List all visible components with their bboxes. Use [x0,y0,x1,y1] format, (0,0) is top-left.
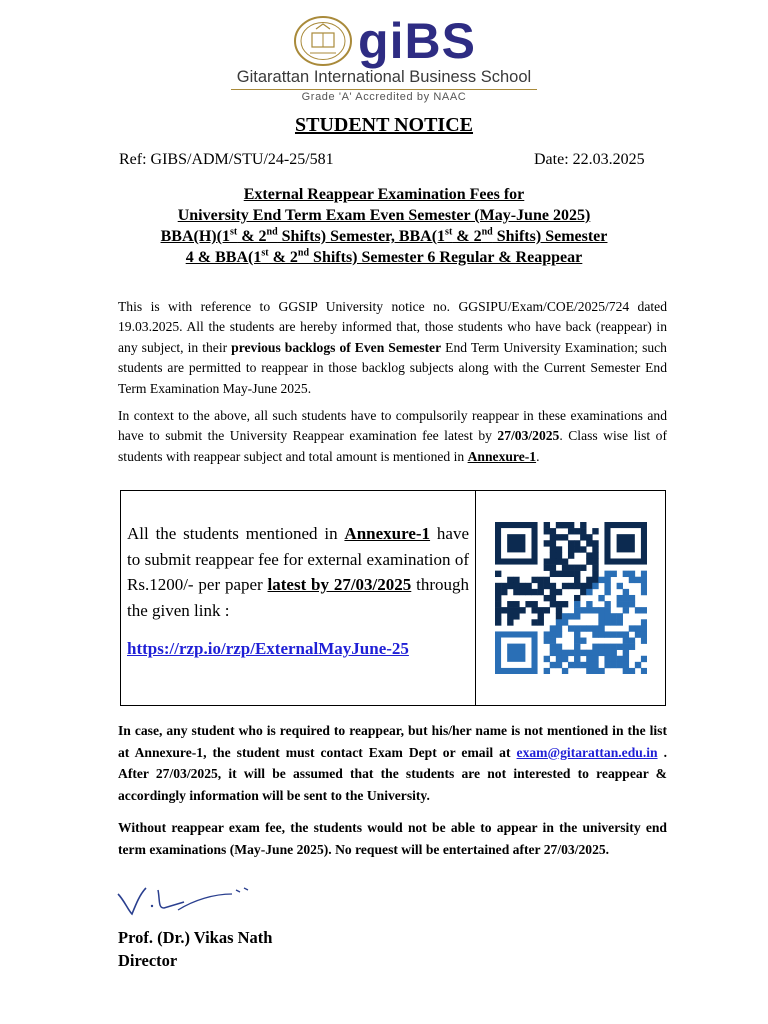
text: Shifts) Semester 6 Regular & Reappear [309,249,583,266]
text: BBA(H)(1 [160,228,230,245]
annexure-reference: Annexure-1 [344,524,431,543]
signatory-title: Director [118,951,178,970]
signatory [118,926,272,972]
annexure-reference: Annexure-1 [467,448,537,464]
text: End Term University Examination; such students are permitted to reappear in those backlog subjects along with the Current Semester End Term Examination May-June 2025. [118,339,667,396]
reference-number: Ref: GIBS/ADM/STU/24-25/581 [119,151,334,168]
paragraph-warning: Without reappear exam fee, the students would not be able to appear in the university end term examinations (May-June 2025). No request will be entertained after 27/03/2025. [118,820,667,857]
notice-date: Date: 22.03.2025 [534,151,645,168]
text: Shifts) Semester [492,228,608,245]
school-name: Gitarattan International Business School [231,68,537,90]
subject-line-4 [186,249,582,266]
text: & 2 [268,249,298,266]
text: & 2 [452,228,482,245]
signatory-name: Prof. (Dr.) Vikas Nath [118,928,273,947]
signature-icon [114,880,254,922]
superscript: nd [266,226,278,238]
text: . Class wise list of students with reappear subject and total amount is mentioned in [118,428,667,464]
bold-text: previous backlogs of Even Semester [231,339,442,355]
subject-line-1: External Reappear Examination Fees for [243,186,525,203]
subject-line-2: University End Term Exam Even Semester (May-June 2025) [177,207,591,224]
email-link[interactable]: exam@gitarattan.edu.in [516,744,658,760]
payment-link[interactable]: https://rzp.io/rzp/ExternalMayJune-25 [127,639,409,658]
payment-box [120,490,666,706]
text: In case, any student who is required to reappear, but his/her name is not mentioned in the list at Annexure-1, the student must contact Exam Dept or email at [118,723,667,760]
text: have to submit reappear fee for external examination of Rs.1200/- per paper [127,524,469,594]
paragraph-context [118,406,667,467]
text: Shifts) Semester, BBA(1 [277,228,446,245]
text: through the given link : [127,575,470,620]
notice-title: STUDENT NOTICE [294,114,474,136]
text: In context to the above, all such students have to compulsorily reappear in these examinations and have to submit the University Reappear examination fee latest by [118,408,667,444]
institute-seal-icon [292,15,354,67]
paragraph-reference [118,297,667,399]
text: This is with reference to GGSIP University notice no. GGSIPU/Exam/COE/2025/724 dated 19.03.2025. All the students are hereby informed that, those students who have back (reappear) in any subject, in their [118,299,667,355]
brand-wordmark: giBS [358,13,476,69]
text: & 2 [237,228,267,245]
superscript: nd [481,226,493,238]
superscript: st [261,247,269,259]
text: 4 & BBA(1 [185,249,262,266]
deadline-text: latest by 27/03/2025 [267,575,412,594]
superscript: st [229,226,238,238]
deadline-date: 27/03/2025 [497,428,560,444]
logo-row [0,14,768,68]
qr-code-icon[interactable] [495,522,647,674]
text: . [536,448,540,464]
paragraph-missing-name [118,720,667,806]
notice-subject [100,184,668,268]
superscript: st [445,226,453,238]
accreditation-line: Grade 'A' Accredited by NAAC [301,91,467,103]
subject-line-3 [161,228,608,245]
text: . After 27/03/2025, it will be assumed that the students are not interested to reappear & accordingly information will be sent to the University. [118,744,667,803]
letterhead [0,14,768,103]
superscript: nd [297,247,310,259]
payment-instructions [121,491,476,705]
text: All the students mentioned in [127,524,345,543]
qr-cell [476,491,665,705]
